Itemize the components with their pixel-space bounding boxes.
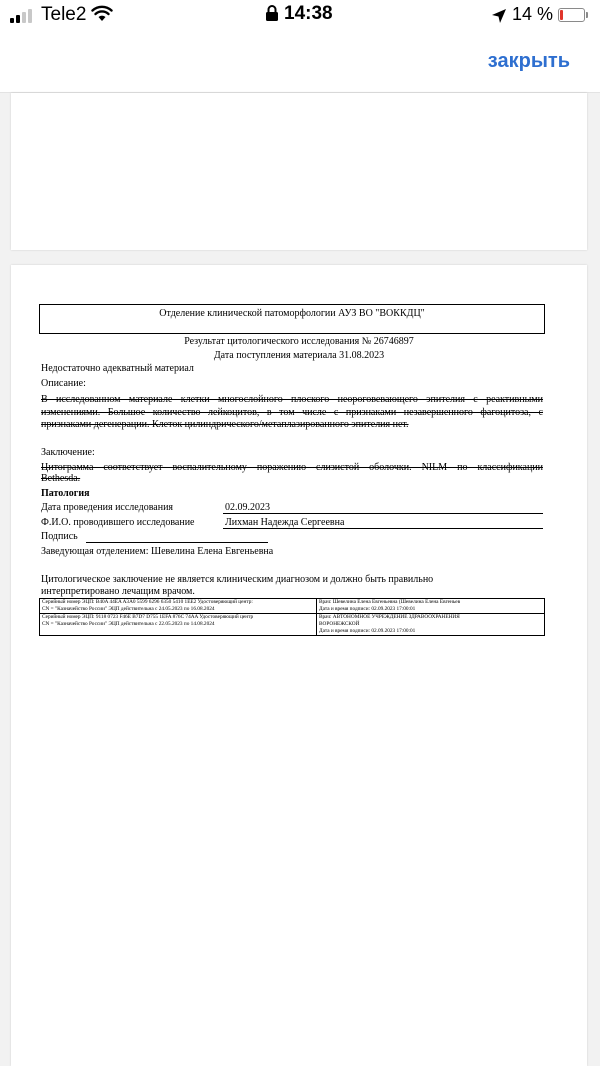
digital-signature-table xyxy=(39,598,545,636)
location-arrow-icon xyxy=(491,8,507,24)
nav-bar xyxy=(0,32,600,93)
pathology-label: Патология xyxy=(41,488,90,499)
cert-text: CN = "Казначейство России" ЭЦП действительна с 22.05.2023 по 14.08.2024 xyxy=(42,621,215,627)
study-date-value: 02.09.2023 xyxy=(223,502,543,514)
clock: 14:38 xyxy=(284,3,333,24)
close-button[interactable]: закрыть xyxy=(487,50,570,72)
signature-line xyxy=(86,542,268,543)
signer-text: ВОРОНЕЖСКОЙ xyxy=(319,621,360,627)
signer-text: Врач: Шевелина Елена Евгеньевна (Шевелина Елена Евгеньев xyxy=(319,599,461,605)
conclusion-label: Заключение: xyxy=(41,447,95,458)
department-head: Заведующая отделением: Шевелина Елена Евгеньевна xyxy=(41,546,274,557)
signer-text: Дата и время подписи: 02.09.2023 17:00:01 xyxy=(319,606,416,612)
carrier-name: Tele2 xyxy=(41,4,87,25)
wifi-icon xyxy=(91,5,113,22)
disclaimer-line: Цитологическое заключение не является клиническим диагнозом и должно быть правильно xyxy=(41,574,434,585)
conclusion-line: Bethesda. xyxy=(41,473,81,484)
receipt-date: Дата поступления материала 31.08.2023 xyxy=(213,350,385,361)
battery-icon xyxy=(558,8,585,22)
description-line: признаками дегенерации. Клеток цилиндрического/метаплазированного эпителия нет. xyxy=(41,419,409,430)
disclaimer-line: интерпретировано лечащим врачом. xyxy=(41,586,195,597)
signer-text: Врач: АВТОНОМНОЕ УЧРЕЖДЕНИЕ ЗДРАВООХРАНЕНИЯ xyxy=(319,614,460,620)
document-page-1 xyxy=(11,93,587,250)
description-line: изменениями. Большое количество лейкоцитов, в том числе с признаками незавершенного фагоцитоза, с xyxy=(41,407,543,418)
department-title: Отделение клинической патоморфологии АУЗ ВО "ВОККДЦ" xyxy=(159,308,425,319)
description-label: Описание: xyxy=(41,378,86,389)
study-date-label: Дата проведения исследования xyxy=(41,502,174,513)
signer-text: Дата и время подписи: 02.09.2023 17:00:01 xyxy=(319,628,416,634)
department-header-box xyxy=(39,304,545,334)
doctor-label: Ф.И.О. проводившего исследование xyxy=(41,517,195,528)
description-line: В исследованном материале клетки многослойного плоского неороговевающего эпителия с реактивными xyxy=(41,394,543,405)
signal-icon xyxy=(10,9,32,23)
battery-level-fill xyxy=(560,10,563,20)
result-title: Результат цитологического исследования № 26746897 xyxy=(184,336,414,347)
conclusion-line: Цитограмма соответствует воспалительному поражению слизистой оболочки. NILM по классификации xyxy=(41,462,543,473)
status-bar xyxy=(0,0,600,32)
doctor-value: Лихман Надежда Сергеевна xyxy=(223,517,543,529)
adequacy-text: Недостаточно адекватный материал xyxy=(41,363,194,374)
battery-percent: 14 % xyxy=(512,4,554,24)
document-page-2 xyxy=(11,265,587,1066)
signature-row xyxy=(40,614,544,635)
cert-text: Серийный номер ЭЦП: 9118 0723 F46E B7D7 D755 1EFA 876C 74AA Удостоверяющий центр xyxy=(42,614,254,620)
cert-text: CN = "Казначейство России" ЭЦП действительна с 24.05.2023 по 16.08.2024 xyxy=(42,606,215,612)
signature-row xyxy=(40,599,544,614)
cert-text: Серийный номер ЭЦП: B40A 44EA A3A0 5599 6296 6350 5410 1EE2 Удостоверяющий центр: xyxy=(42,599,253,605)
signature-label: Подпись xyxy=(41,531,78,542)
lock-icon xyxy=(265,4,279,22)
